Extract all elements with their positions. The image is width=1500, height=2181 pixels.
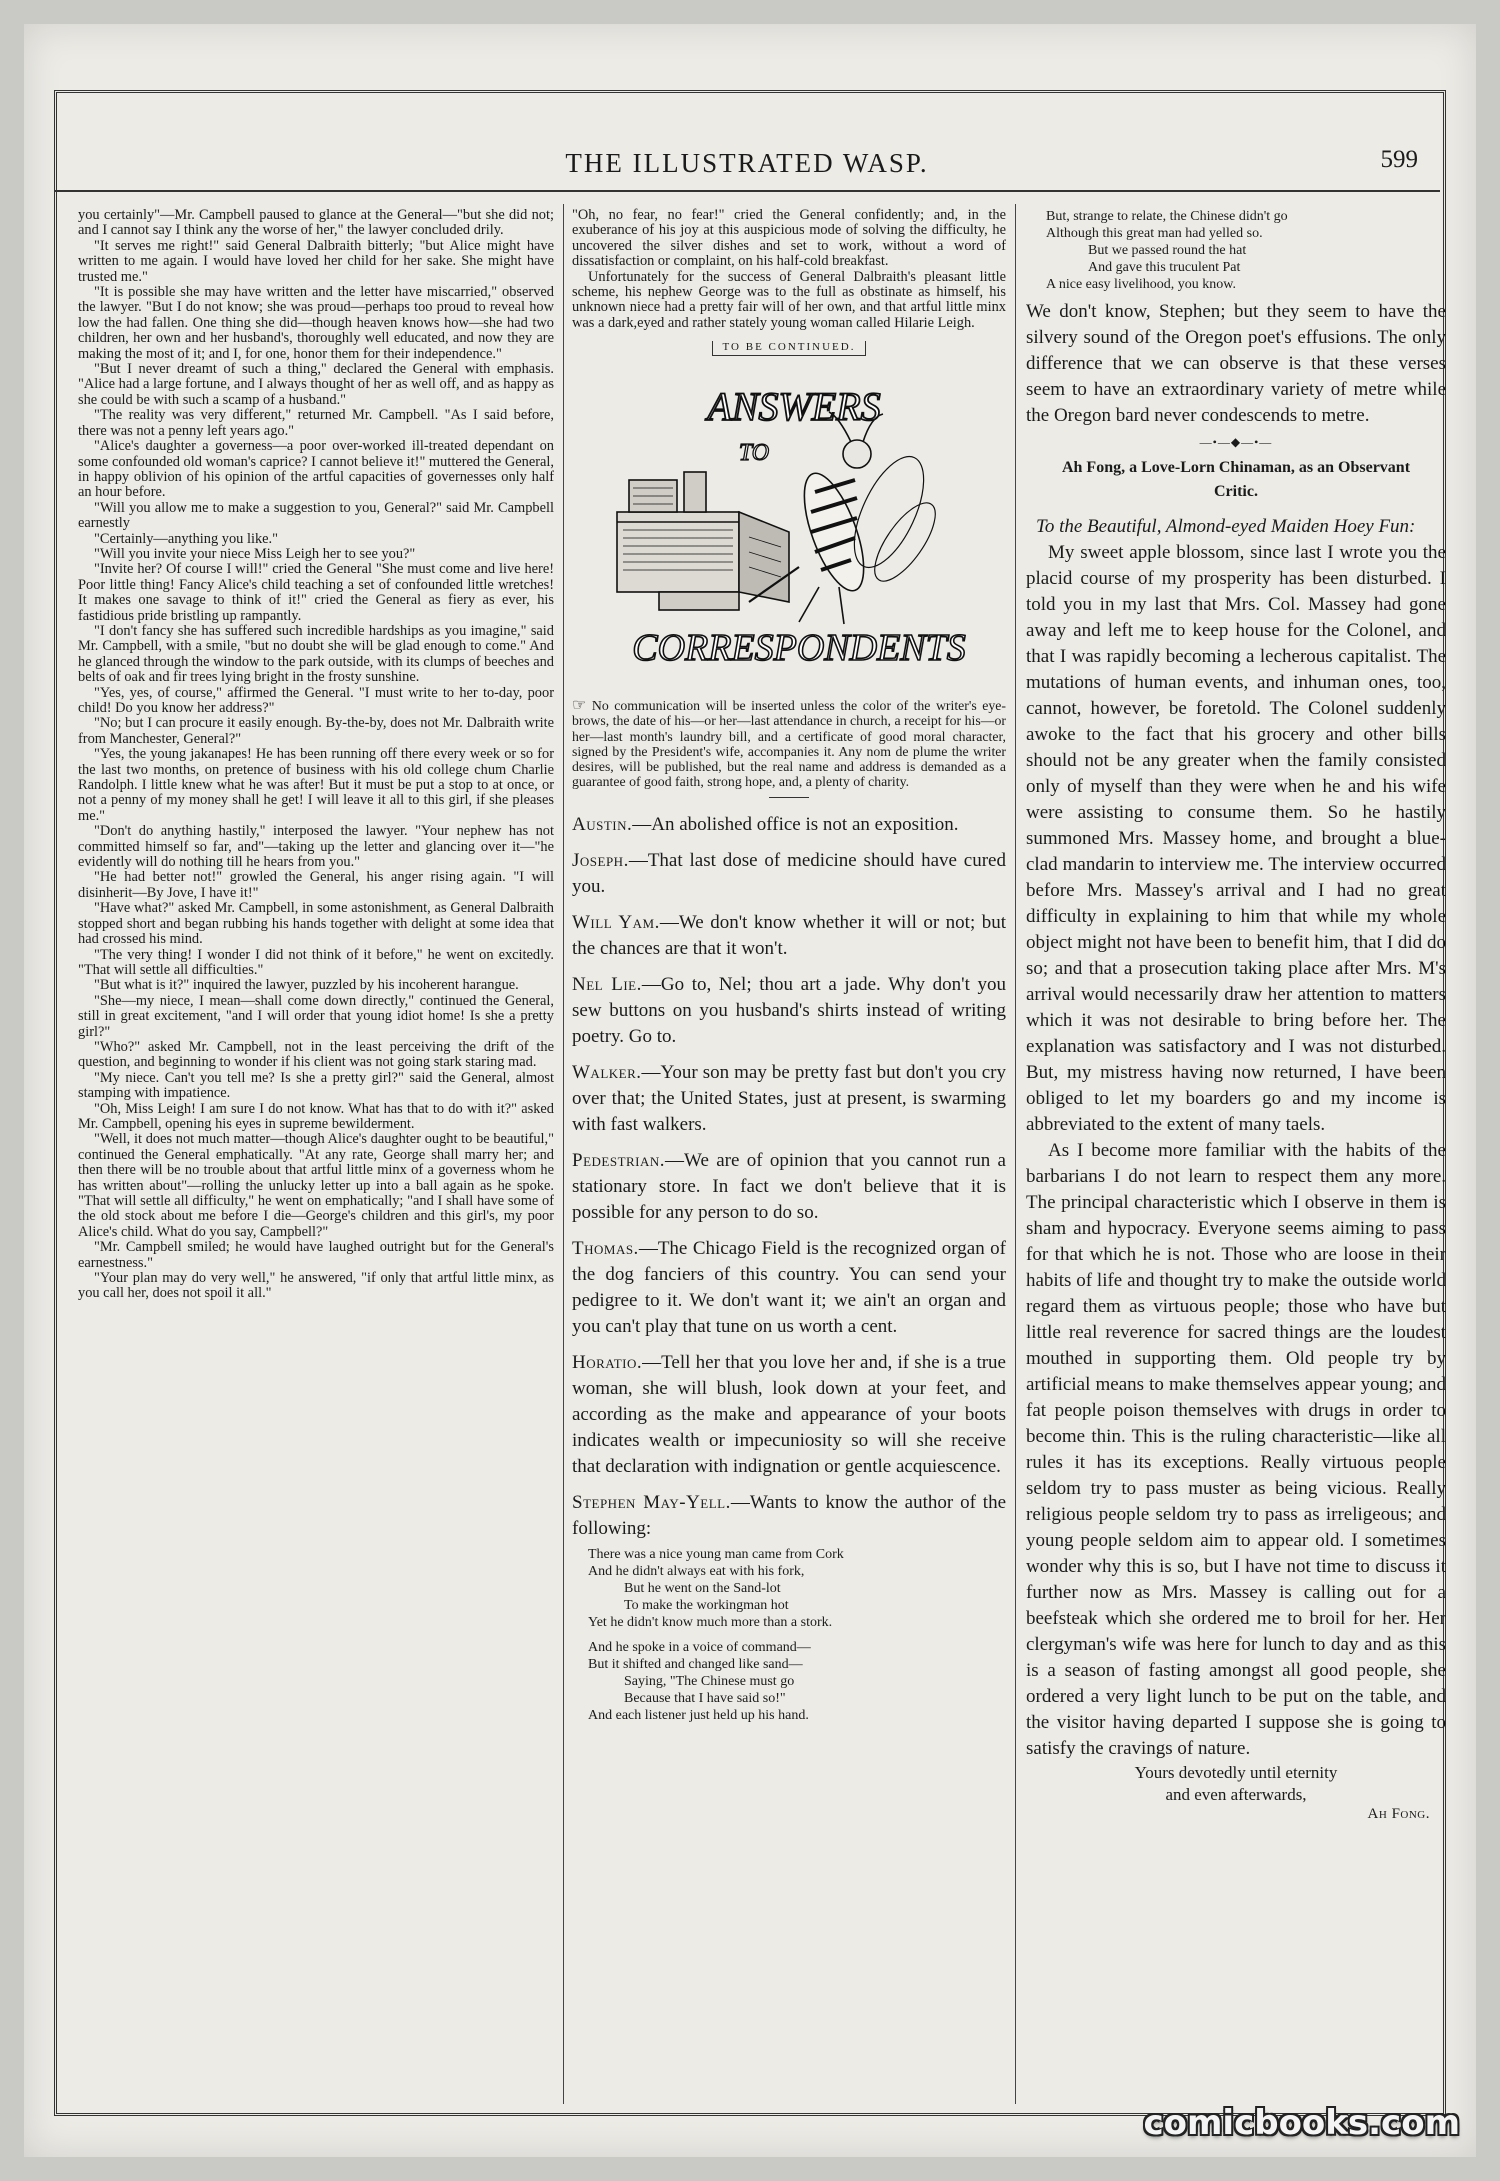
answer-text: —Tell her that you love her and, if she is a true woman, she will blush, look down at your feet, and according as the make and appearance of your boots indicates wealth or impecuniosity so will she receive that declaration with indignation or gentle acquiescence. [572, 1352, 1006, 1478]
story-paragraph: "She—my niece, I mean—shall come down directly," continued the General, still in great excitement, "and I will order that young idiot home! Is she a pretty girl?" [78, 992, 554, 1040]
letter-signature: Ah Fong. [1367, 1806, 1430, 1822]
story-paragraph: "It serves me right!" said General Dalbraith bitterly; "but Alice might have written to me again. I would have loved her child for her sake. She might have trusted me." [78, 237, 554, 285]
answer-text: —The Chicago Field is the recognized organ of the dog fanciers of this country. You can send your pedigree to it. We don't want it; we ain't an organ and you can't play that tune on us worth a cent. [572, 1238, 1006, 1338]
verse-line: But he went on the Sand-lot [624, 1581, 781, 1597]
answer-text: —We don't know whether it will or not; but the chances are that it won't. [572, 912, 1006, 960]
story-column [78, 208, 554, 2098]
notice-paragraph [572, 698, 1006, 789]
verse-line: But it shifted and changed like sand— [588, 1657, 803, 1673]
story-paragraph: "Your plan may do very well," he answered, "if only that artful little minx, as you call her, does not spoil it all." [78, 1270, 554, 1302]
limerick-verse-continued [1026, 208, 1446, 293]
verse-line: Although this great man had yelled so. [1046, 226, 1263, 241]
story-paragraph: "Yes, the young jakanapes! He has been running off there every week or so for the last two months, on pretence of business with his old college chum Charlie Randolph. I little knew what he was after! But it must be put a stop to at once, or not a penny of my money shall he get! I will leave it all to this girl, if she pleases me." [78, 746, 554, 824]
divider-rule [769, 797, 809, 798]
story-paragraph: "Oh, no fear, no fear!" cried the General confidently; and, in the exuberance of his joy at this auspicious mode of solving the difficulty, he uncovered the silver dishes and set to work, without a word of dissatisfaction or complaint, on his half-cold breakfast. [572, 208, 1006, 270]
letter-paragraph: As I become more familiar with the habits of the barbarians I do not learn to respect them any more. The principal characteristic which I observe in them is sham and hypocracy. Everyone seems aiming to pass for that which he is not. Those who are loose in their habits of life and thought try to make the outside world regard them as virtuous people; those who have but little real reverence for sacred things are the loudest mouthed in supporting them. Old people try by artificial means to make themselves appear young; and fat people poison themselves with drugs in order to become thin. This is the ruling characteristic—like all rules it has its exceptions. Really virtuous people seldom try to pass muster as being vicious. Really religious people seldom try to pass as irreligeous; and young people seldom aim to appear old. I sometimes wonder why this is so, but I have not time to discuss it further now as Mrs. Massey is calling out for a beefsteak which she ordered me to broil for her. Her clergyman's wife was here for lunch to day and as this is a season of fasting amongst all good people, she ordered a very light lunch to be put on the table, and the visitor having departed I suppose she is going to satisfy the cravings of nature. [1026, 1140, 1446, 1759]
answer-text: —Go to, Nel; thou art a jade. Why don't you sew buttons on you husband's shirts instead of writing poetry. Go to. [572, 974, 1006, 1048]
story-paragraph: "Invite her? Of course I will!" cried the General "She must come and live here! Poor little thing! Fancy Alice's child teaching a set of confounded little wretches! It makes one savage to think of it!" cried the General as fiery as ever, his fastidious pride bristling up rampantly. [78, 561, 554, 624]
verse-line: There was a nice young man came from Cork [588, 1547, 844, 1563]
answers-to-correspondents-illustration [589, 362, 989, 692]
closing-line: and even afterwards, [1165, 1785, 1307, 1804]
story-paragraph: "My niece. Can't you tell me? Is she a pretty girl?" said the General, almost stamping with impatience. [78, 1069, 554, 1102]
story-paragraph: "It is possible she may have written and the letter have miscarried," observed the lawyer. "But I do not know; she was proud—perhaps too proud to reveal how low the had fallen. One thing she did—though heaven knows how—she had two children, her own and her husband's, thoroughly well educated, and now they are making the most of it; and I, for one, honor them for their independence." [78, 284, 554, 362]
limerick-verse [572, 1546, 1006, 1724]
verse-line: And each listener just held up his hand. [588, 1708, 809, 1724]
answer-name: Joseph. [572, 850, 629, 872]
story-paragraph: "The very thing! I wonder I did not think of it before," he went on excitedly. "That will settle all difficulties." [78, 946, 554, 978]
editor-reply: We don't know, Stephen; but they seem to have the silvery sound of the Oregon poet's effusions. The only difference that we can observe is that these verses seem to have an extraordinary variety of metre while the Oregon bard never condescends to metre. [1026, 301, 1446, 426]
answer-text: —That last dose of medicine should have cured you. [572, 850, 1006, 898]
letter-paragraph: My sweet apple blossom, since last I wrote you the placid course of my prosperity has been disturbed. I told you in my last that Mrs. Col. Massey had gone away and left me to keep house for the Colonel, and that I was rapidly becoming a lecherous capitalist. The mutations of human events, and inhuman ones, too, cannot, however, be foretold. The Colonel suddenly awoke to the fact that his grocery and other bills should not be any greater when the family consisted only of myself than they were when he and his wife were assisting to consume them. So he hastily summoned Mrs. Massey home, and brought a blue-clad mandarin to interview me. The interview occurred before Mrs. Massey's arrival and I had no great difficulty in explaining to him that while my whole object might not have been to benefit him, that I did do so; and that a prosecution taking place after Mrs. M's arrival would necessarily draw her attention to matters which it was not desirable to bring before her. The explanation was satisfactory and I was not disturbed. But, my mistress having now returned, I have been obliged to let my boarders go and my income is abbreviated to the extent of many taels. [1026, 542, 1446, 1135]
answer-item [572, 1148, 1006, 1226]
letter-column [1026, 208, 1446, 2098]
watermark-logo: comicbooks.com [1143, 2103, 1460, 2143]
answer-item [572, 1490, 1006, 1542]
verse-line: Because that I have said so!" [624, 1691, 786, 1707]
illustration-title-correspondents: CORRESPONDENTS [632, 627, 966, 670]
verse-line: Saying, "The Chinese must go [624, 1674, 795, 1690]
story-paragraph: "Mr. Campbell smiled; he would have laughed outright but for the General's earnestness." [78, 1239, 554, 1271]
story-paragraph: "I don't fancy she has suffered such incredible hardships as you imagine," said Mr. Campbell, with a smile, "but no doubt she will be glad enough to come." And he glanced through the window to the park outside, with its clumps of beeches and belts of oak and fir trees lying bright in the frosty sunshine. [78, 622, 554, 686]
answer-item [572, 910, 1006, 962]
illustration-title-to: TO [738, 440, 770, 467]
answers-list [572, 812, 1006, 1542]
answer-name: Stephen May-Yell. [572, 1492, 731, 1514]
verse-line: To make the workingman hot [624, 1598, 789, 1614]
page-number: 599 [1380, 146, 1418, 173]
answer-item [572, 1236, 1006, 1340]
story-paragraph: Unfortunately for the success of General Dalbraith's pleasant little scheme, his nephew George was to the full as obstinate as himself, his unknown niece had a pretty fair will of her own, and that artful little minx was a dark,eyed and rather stately young woman called Hilarie Leigh. [572, 268, 1006, 331]
verse-line: And gave this truculent Pat [1088, 260, 1241, 275]
story-paragraph: "The reality was very different," returned Mr. Campbell. "As I said before, there was not a penny left years ago." [78, 407, 554, 439]
to-be-continued-label: TO BE CONTINUED. [712, 341, 867, 356]
letter-salutation: To the Beautiful, Almond-eyed Maiden Hoey Fun: [1036, 516, 1416, 537]
answer-item [572, 848, 1006, 900]
story-paragraph: "Well, it does not much matter—though Alice's daughter ought to be beautiful," continued the General emphatically. "At any rate, George shall marry her; and then there will be no trouble about that artful little minx of a governess whom he has written about"—rolling the unlucky letter up into a ball again as he spoke. "That will settle all difficulty," he went on emphatically; "and I shall have some of the old stock about me before I die—George's children and this girl's, my poor Alice's child. What do you say, Campbell?" [78, 1131, 554, 1240]
column-rule [563, 204, 564, 2104]
masthead-title: THE ILLUSTRATED WASP. [565, 148, 929, 178]
story-paragraph: "Certainly—anything you like." [94, 530, 279, 547]
correspondents-column [572, 208, 1006, 2098]
notice-text: No communication will be inserted unless the color of the writer's eye-brows, the date of his—or her—last attendance in church, a receipt for his—or her—last month's laundry bill, and a certificate of good moral character, signed by the President's wife, accompanies it. Any nom de plume the writer desires, will be published, but the real name and address is demanded as a guarantee of good faith, strong hope, and, a plenty of charity. [572, 698, 1006, 790]
article-heading: Ah Fong, a Love-Lorn Chinaman, as an Observant Critic. [1061, 459, 1411, 500]
answer-name: Pedestrian. [572, 1150, 666, 1172]
ornamental-divider: —•—◆—•— [1199, 435, 1273, 449]
story-paragraph: "Have what?" asked Mr. Campbell, in some astonishment, as General Dalbraith stopped short and began rubbing his hands together with delight at some idea that had crossed his mind. [78, 900, 554, 948]
answer-text: —An abolished office is not an exposition. [632, 814, 959, 836]
story-continuation [572, 208, 1006, 331]
story-paragraph: "Will you invite your niece Miss Leigh her to see you?" [94, 545, 416, 562]
answer-item [572, 812, 1006, 838]
answer-item [572, 972, 1006, 1050]
illustration-title-answers: ANSWERS [707, 384, 881, 430]
story-paragraph: "No; but I can procure it easily enough. By-the-by, does not Mr. Dalbraith write from Manchester, General?" [78, 715, 554, 747]
answer-text: —We are of opinion that you cannot run a stationary store. In fact we don't believe that it is possible for any person to do so. [572, 1150, 1006, 1224]
desk-icon [617, 472, 789, 610]
verse-line: A nice easy livelihood, you know. [1046, 277, 1237, 292]
answer-name: Thomas. [572, 1238, 639, 1260]
story-paragraph: "Who?" asked Mr. Campbell, not in the least perceiving the drift of the question, and beginning to wonder if his client was not going stark staring mad. [78, 1038, 554, 1071]
story-paragraph: you certainly"—Mr. Campbell paused to glance at the General—"but she did not; and I cannot say I think any the worse of her," the lawyer concluded drily. [78, 208, 554, 239]
column-rule [1015, 204, 1016, 2104]
story-paragraph: "But what is it?" inquired the lawyer, puzzled by his incoherent harangue. [94, 977, 519, 994]
answer-name: Will Yam. [572, 912, 660, 934]
answer-item [572, 1060, 1006, 1138]
answer-name: Horatio. [572, 1352, 643, 1374]
letter-body [1026, 514, 1446, 1762]
closing-line: Yours devotedly until eternity [1134, 1763, 1338, 1782]
verse-line: And he didn't always eat with his fork, [588, 1564, 805, 1580]
story-paragraph: "Yes, yes, of course," affirmed the General. "I must write to her to-day, poor child! Do you know her address?" [78, 684, 554, 716]
answer-text: —Your son may be pretty fast but don't you cry over that; the United States, just at present, is swarming with fast walkers. [572, 1062, 1006, 1136]
verse-line: And he spoke in a voice of command— [588, 1640, 811, 1656]
story-paragraph: "Don't do anything hastily," interposed the lawyer. "Your nephew has not committed himself so far, and"—taking up the letter and glancing over it—"he evidently will do nothing till he hears from you." [78, 823, 554, 871]
story-paragraph: "He had better not!" growled the General, his anger rising again. "I will disinherit—By Jove, I have it!" [78, 869, 554, 901]
letter-closing [1026, 1762, 1446, 1806]
pointing-hand-icon: ☞ [572, 697, 587, 715]
answer-item [572, 1350, 1006, 1480]
story-paragraph: "Will you allow me to make a suggestion to you, General?" said Mr. Campbell earnestly [78, 499, 554, 532]
story-paragraph: "Oh, Miss Leigh! I am sure I do not know. What has that to do with it?" asked Mr. Campbell, opening his eyes in supreme bewilderment. [78, 1100, 554, 1132]
answer-name: Austin. [572, 814, 633, 836]
answer-text: —Wants to know the author of the following: [572, 1492, 1006, 1540]
page-header [54, 144, 1440, 192]
answer-name: Walker. [572, 1062, 642, 1084]
story-paragraph: "Alice's daughter a governess—a poor over-worked ill-treated dependant on some confounded old woman's caprice? I cannot believe it!" muttered the General, in happy oblivion of his opinion of the artful capacities of governesses only half an hour before. [78, 438, 554, 501]
story-paragraph: "But I never dreamt of such a thing," declared the General with emphasis. "Alice had a large fortune, and I always thought of her as well off, and as happy as she could be with such a scamp of a husband." [78, 361, 554, 408]
verse-line: Yet he didn't know much more than a stork. [588, 1615, 833, 1631]
verse-line: But, strange to relate, the Chinese didn't go [1046, 209, 1288, 224]
newspaper-page [24, 24, 1476, 2157]
answer-name: Nel Lie. [572, 974, 642, 996]
verse-line: But we passed round the hat [1088, 243, 1247, 258]
